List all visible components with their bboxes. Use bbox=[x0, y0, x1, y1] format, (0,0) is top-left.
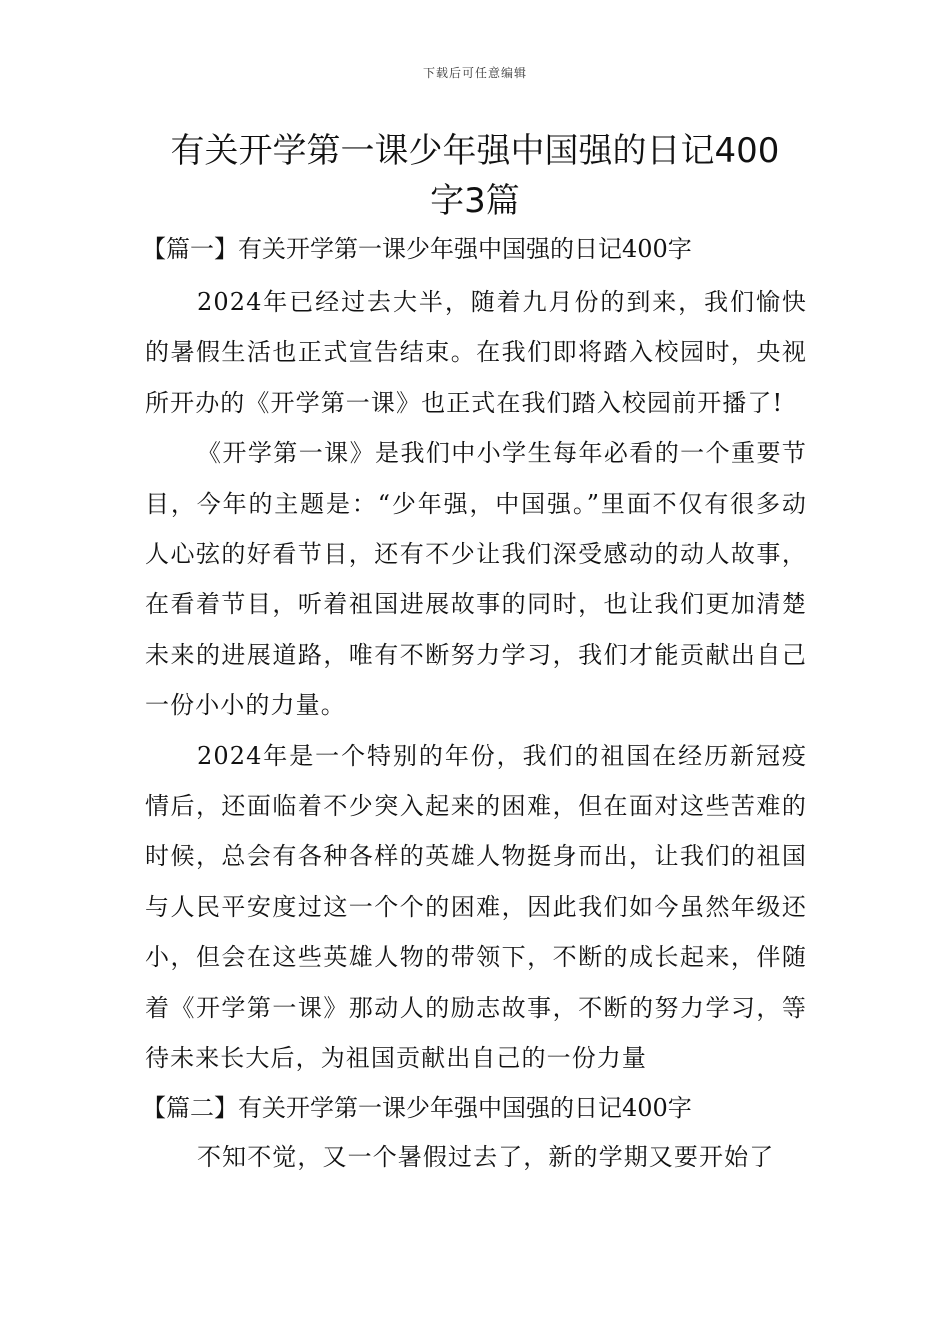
section-heading-2: 【篇二】有关开学第一课少年强中国强的日记400字 bbox=[142, 1093, 692, 1122]
document-body bbox=[142, 225, 807, 1182]
document-title bbox=[130, 126, 820, 226]
section-heading-1: 【篇一】有关开学第一课少年强中国强的日记400字 bbox=[142, 235, 692, 263]
document-title-line-1: 有关开学第一课少年强中国强的日记400 bbox=[170, 131, 780, 171]
paragraph: 2024年已经过去大半，随着九月份的到来，我们愉快的暑假生活也正式宣告结束。在我们即将踏入校园时，央视所开办的《开学第一课》也正式在我们踏入校园前开播了! bbox=[145, 288, 807, 417]
document-title-line-2: 字3篇 bbox=[430, 181, 520, 221]
paragraph: 《开学第一课》是我们中小学生每年必看的一个重要节目，今年的主题是：“少年强，中国强。”里面不仅有很多动人心弦的好看节目，还有不少让我们深受感动的动人故事，在看着节目，听着祖国进展故事的同时，也让我们更加清楚未来的进展道路，唯有不断努力学习，我们才能贡献出自己一份小小的力量。 bbox=[145, 439, 807, 720]
paragraph: 不知不觉，又一个暑假过去了，新的学期又要开始了 bbox=[197, 1142, 775, 1171]
paragraph: 2024年是一个特别的年份，我们的祖国在经历新冠疫情后，还面临着不少突入起来的困难，但在面对这些苦难的时候，总会有各种各样的英雄人物挺身而出，让我们的祖国与人民平安度过这一个个的困难，因此我们如今虽然年级还小，但会在这些英雄人物的带领下，不断的成长起来，伴随着《开学第一课》那动人的励志故事，不断的努力学习，等待未来长大后，为祖国贡献出自己的一份力量 bbox=[145, 741, 807, 1073]
page-header-note: 下载后可任意编辑 bbox=[422, 66, 527, 80]
